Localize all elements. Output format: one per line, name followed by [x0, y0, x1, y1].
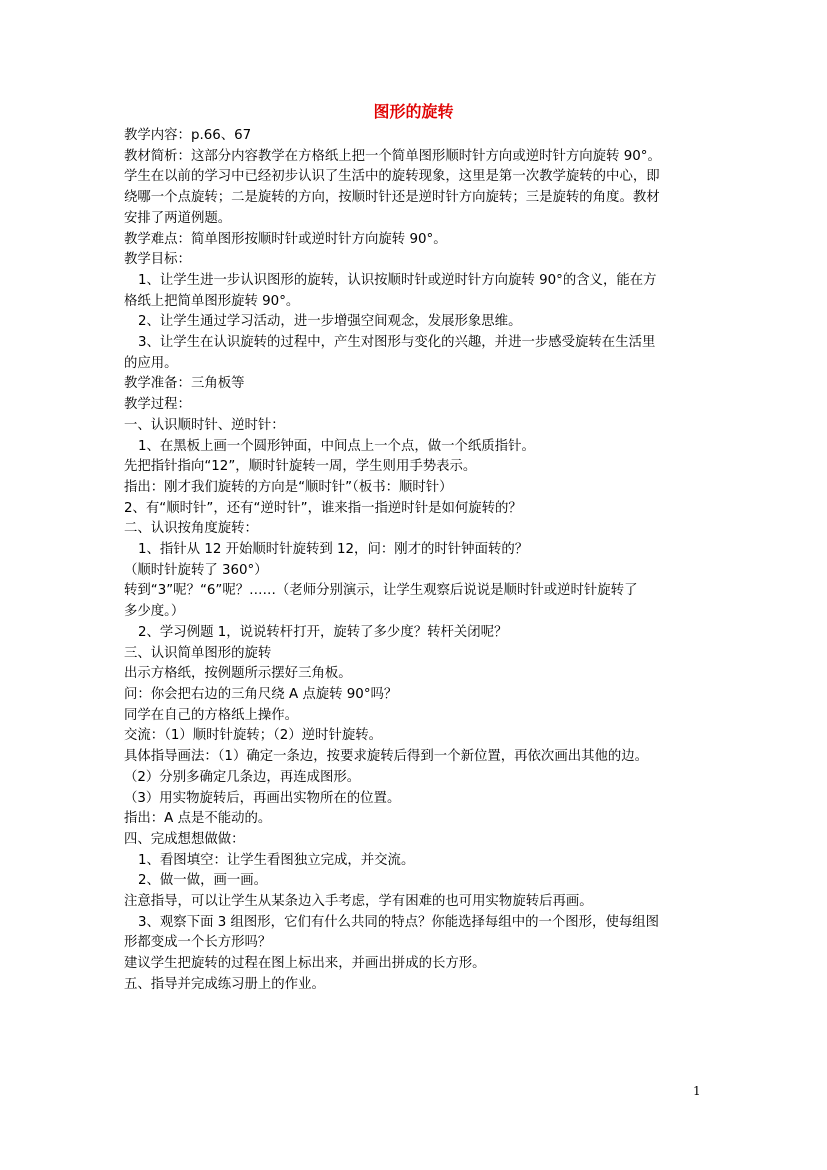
body-line: 多少度。） — [124, 604, 185, 620]
body-line: 教学准备：三角板等 — [124, 376, 245, 392]
body-line: 绕哪一个点旋转；二是旋转的方向，按顺时针还是逆时针方向旋转；三是旋转的角度。教材 — [124, 190, 660, 206]
body-line: 教材简析：这部分内容教学在方格纸上把一个简单图形顺时针方向或逆时针方向旋转 90°。 — [124, 148, 661, 164]
body-line: 2、做一做，画一画。 — [138, 873, 268, 889]
body-line: 格纸上把简单图形旋转 90°。 — [124, 293, 300, 309]
body-line: 建议学生把旋转的过程在图上标出来，并画出拼成的长方形。 — [124, 956, 486, 972]
body-line: 1、看图填空：让学生看图独立完成，并交流。 — [138, 852, 415, 868]
body-line: 教学目标： — [124, 252, 191, 268]
body-line: 教学过程： — [124, 397, 191, 413]
body-line: 2、学习例题 1，说说转杆打开，旋转了多少度？转杆关闭呢？ — [138, 624, 508, 640]
body-line: 一、认识顺时针、逆时针： — [124, 417, 285, 433]
body-line: （顺时针旋转了 360°） — [124, 562, 268, 578]
document-title: 图形的旋转 — [373, 102, 454, 121]
body-line: 四、完成想想做做： — [124, 831, 245, 847]
body-line: 问：你会把右边的三角尺绕 A 点旋转 90°吗？ — [124, 686, 398, 702]
body-line: 同学在自己的方格纸上操作。 — [124, 707, 299, 723]
body-line: 1、指针从 12 开始顺时针旋转到 12，问：刚才的时针钟面转的？ — [138, 542, 529, 558]
body-line: 形都变成一个长方形吗？ — [124, 935, 272, 951]
body-line: 1、在黑板上画一个圆形钟面，中间点上一个点，做一个纸质指针。 — [138, 438, 535, 454]
body-line: 教学难点：简单图形按顺时针或逆时针方向旋转 90°。 — [124, 231, 447, 247]
body-line: 的应用。 — [124, 355, 178, 371]
document-body — [124, 126, 706, 996]
body-line: 2、让学生通过学习活动，进一步增强空间观念，发展形象思维。 — [138, 314, 522, 330]
body-line: 五、指导并完成练习册上的作业。 — [124, 976, 325, 992]
body-line: 安排了两道例题。 — [124, 210, 232, 226]
body-line: 交流：（1）顺时针旋转；（2）逆时针旋转。 — [124, 728, 383, 744]
body-line: （3）用实物旋转后，再画出实物所在的位置。 — [124, 790, 401, 806]
body-line: 具体指导画法：（1）确定一条边，按要求旋转后得到一个新位置，再依次画出其他的边。 — [124, 749, 649, 765]
body-line: 3、观察下面 3 组图形，它们有什么共同的特点？你能选择每组中的一个图形，使每组图 — [138, 914, 660, 930]
body-line: 教学内容：p.66、67 — [124, 128, 252, 143]
body-line: 三、认识简单图形的旋转 — [124, 645, 272, 661]
body-line: 3、让学生在认识旋转的过程中，产生对图形与变化的兴趣，并进一步感受旋转在生活里 — [138, 335, 656, 351]
body-line: 转到“3”呢？“6”呢？……（老师分别演示，让学生观察后说说是顺时针或逆时针旋转了 — [124, 583, 638, 599]
body-line: 二、认识按角度旋转： — [124, 521, 258, 537]
body-line: 注意指导，可以让学生从某条边入手考虑，学有困难的也可用实物旋转后再画。 — [124, 894, 593, 910]
body-line: 指出：A 点是不能动的。 — [124, 811, 272, 827]
body-line: 1、让学生进一步认识图形的旋转，认识按顺时针或逆时针方向旋转 90°的含义，能在方 — [138, 272, 657, 288]
body-line: （2）分别多确定几条边，再连成图形。 — [124, 769, 361, 785]
page-number: 1 — [693, 1084, 701, 1098]
body-line: 2、有“顺时针”，还有“逆时针”，谁来指一指逆时针是如何旋转的？ — [124, 500, 522, 516]
body-line: 指出：刚才我们旋转的方向是“顺时针”（板书：顺时针） — [124, 479, 453, 495]
body-line: 出示方格纸，按例题所示摆好三角板。 — [124, 666, 352, 682]
body-line: 学生在以前的学习中已经初步认识了生活中的旋转现象，这里是第一次教学旋转的中心，即 — [124, 169, 660, 185]
body-line: 先把指针指向“12”，顺时针旋转一周，学生则用手势表示。 — [124, 459, 477, 475]
